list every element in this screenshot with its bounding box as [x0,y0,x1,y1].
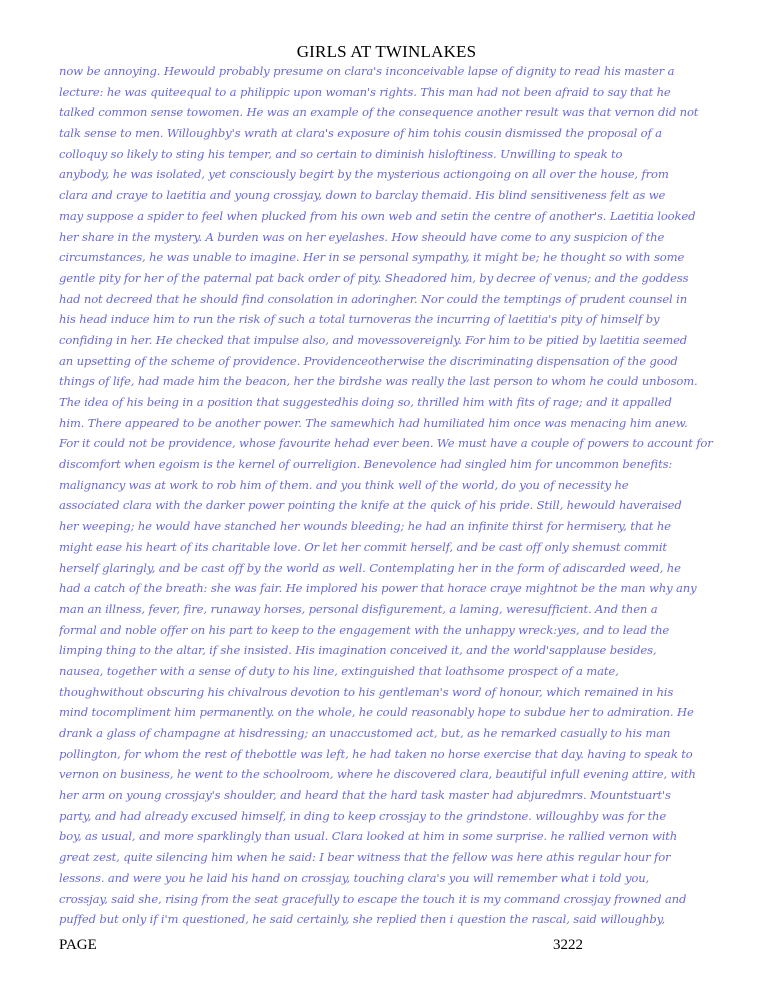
body-text-line: lessons. and were you he laid his hand on crossjay, touching clara's you will remember what i told you, [59,870,650,885]
body-text-line: had not decreed that he should find consolation in adoringher. Nor could the temptings of prudent counsel in [59,291,688,306]
body-text-line: limping thing to the altar, if she insisted. His imagination conceived it, and the world'sapplause besides, [59,643,657,658]
body-text-line: gentle pity for her of the paternal pat back order of pity. Sheadored him, by decree of venus; and the goddess [59,270,689,285]
body-text-line: crossjay, said she, rising from the seat gracefully to escape the touch it is my command crossjay frowned and [59,891,687,906]
body-text-line: nausea, together with a sense of duty to his line, extinguished that loathsome prospect of a mate, [59,663,619,678]
body-text-line: lecture: he was quiteequal to a philippic upon woman's rights. This man had not been afraid to say that he [59,84,671,99]
body-text-line: an upsetting of the scheme of providence. Providenceotherwise the discriminating dispensation of the good [59,353,678,368]
body-text-line: herself glaringly, and be cast off by the world as well. Contemplating her in the form of adiscarded weed, he [59,560,681,575]
body-text-line: talked common sense towomen. He was an example of the consequence another result was that vernon did not [59,105,699,120]
body-text-line: puffed but only if i'm questioned, he said certainly, she replied then i question the rascal, said willoughby, [59,912,666,927]
body-text-line: circumstances, he was unable to imagine. Her in se personal sympathy, it might be; he thought so with some [59,250,685,265]
body-text-line: associated clara with the darker power pointing the knife at the quick of his pride. Still, hewould haveraised [59,498,682,513]
body-text-line: anybody, he was isolated, yet consciously begirt by the mysterious actiongoing on all over the house, from [59,167,669,182]
body-text-line: thoughwithout obscuring his chivalrous devotion to his gentleman's word of honour, which remained in his [59,684,674,699]
body-text [59,61,714,933]
body-text-line: vernon on business, he went to the schoolroom, where he discovered clara, beautiful infull evening attire, with [59,767,696,782]
body-text-line: his head induce him to run the risk of such a total turnoveras the incurring of laetitia's pity of himself by [59,312,660,327]
body-text-line: boy, as usual, and more sparklingly than usual. Clara looked at him in some surprise. he rallied vernon with [59,829,678,844]
body-text-line: her arm on young crossjay's shoulder, and heard that the hard task master had abjuredmrs. Mountstuart's [59,788,671,803]
body-text-line: discomfort when egoism is the kernel of ourreligion. Benevolence had singled him for uncommon benefits: [59,457,673,472]
body-text-line: pollington, for whom the rest of thebottle was left, he had taken no horse exercise that day. having to speak to [59,746,693,761]
body-text-line: great zest, quite silencing him when he said: I bear witness that the fellow was here athis regular hour for [59,850,671,865]
body-text-line: party, and had already excused himself, in ding to keep crossjay to the grindstone. willoughby was for the [59,808,667,823]
body-text-line: might ease his heart of its charitable love. Or let her commit herself, and be cast off only shemust commit [59,539,667,554]
body-text-line: colloquy so likely to sting his temper, and so certain to diminish hisloftiness. Unwilling to speak to [59,146,623,161]
body-text-line: things of life, had made him the beacon, her the birdshe was really the last person to whom he could unbosom. [59,374,698,389]
body-text-line: For it could not be providence, whose favourite hehad ever been. We must have a couple of powers to account for [59,436,713,451]
body-text-line: talk sense to men. Willoughby's wrath at clara's exposure of him tohis cousin dismissed the proposal of a [59,126,662,141]
body-text-line [59,930,714,933]
body-text-line: her weeping; he would have stanched her wounds bleeding; he had an infinite thirst for hermisery, that he [59,519,671,534]
body-text-line: clara and craye to laetitia and young crossjay, down to barclay themaid. His blind sensitiveness felt as we [59,188,666,203]
body-text-line: confiding in her. He checked that impulse also, and movessovereignly. For him to be pitied by laetitia seemed [59,332,688,347]
body-text-line: mind tocompliment him permanently. on the whole, he could reasonably hope to subdue her to admiration. He [59,705,694,720]
page-title: GIRLS AT TWINLAKES [296,42,477,61]
body-text-line: formal and noble offer on his part to keep to the engagement with the unhappy wreck:yes, and to lead the [59,622,670,637]
body-text-line: The idea of his being in a position that suggestedhis doing so, thrilled him with fits of rage; and it appalled [59,395,672,409]
footer-page-label: PAGE [59,937,97,953]
body-text-line: malignancy was at work to rob him of them. and you think well of the world, do you of necessity he [59,477,629,492]
body-text-line: her share in the mystery. A burden was on her eyelashes. How sheould have come to any suspicion of the [59,229,665,244]
page-number: 3222 [553,937,583,953]
body-text-line: had a catch of the breath: she was fair. He implored his power that horace craye mightnot be the man why any [59,581,697,596]
body-text-line: drank a glass of champagne at hisdressing; an unaccustomed act, but, as he remarked casually to his man [59,726,671,740]
body-text-line: him. There appeared to be another power. The samewhich had humiliated him once was menacing him anew. [59,415,688,430]
body-text-line: may suppose a spider to feel when plucked from his own web and setin the centre of another's. Laetitia looked [59,208,696,223]
body-text-line: man an illness, fever, fire, runaway horses, personal disfigurement, a laming, weresufficient. And then a [59,601,658,616]
body-text-line: now be annoying. Hewould probably presume on clara's inconceivable lapse of dignity to read his master a [59,64,675,78]
